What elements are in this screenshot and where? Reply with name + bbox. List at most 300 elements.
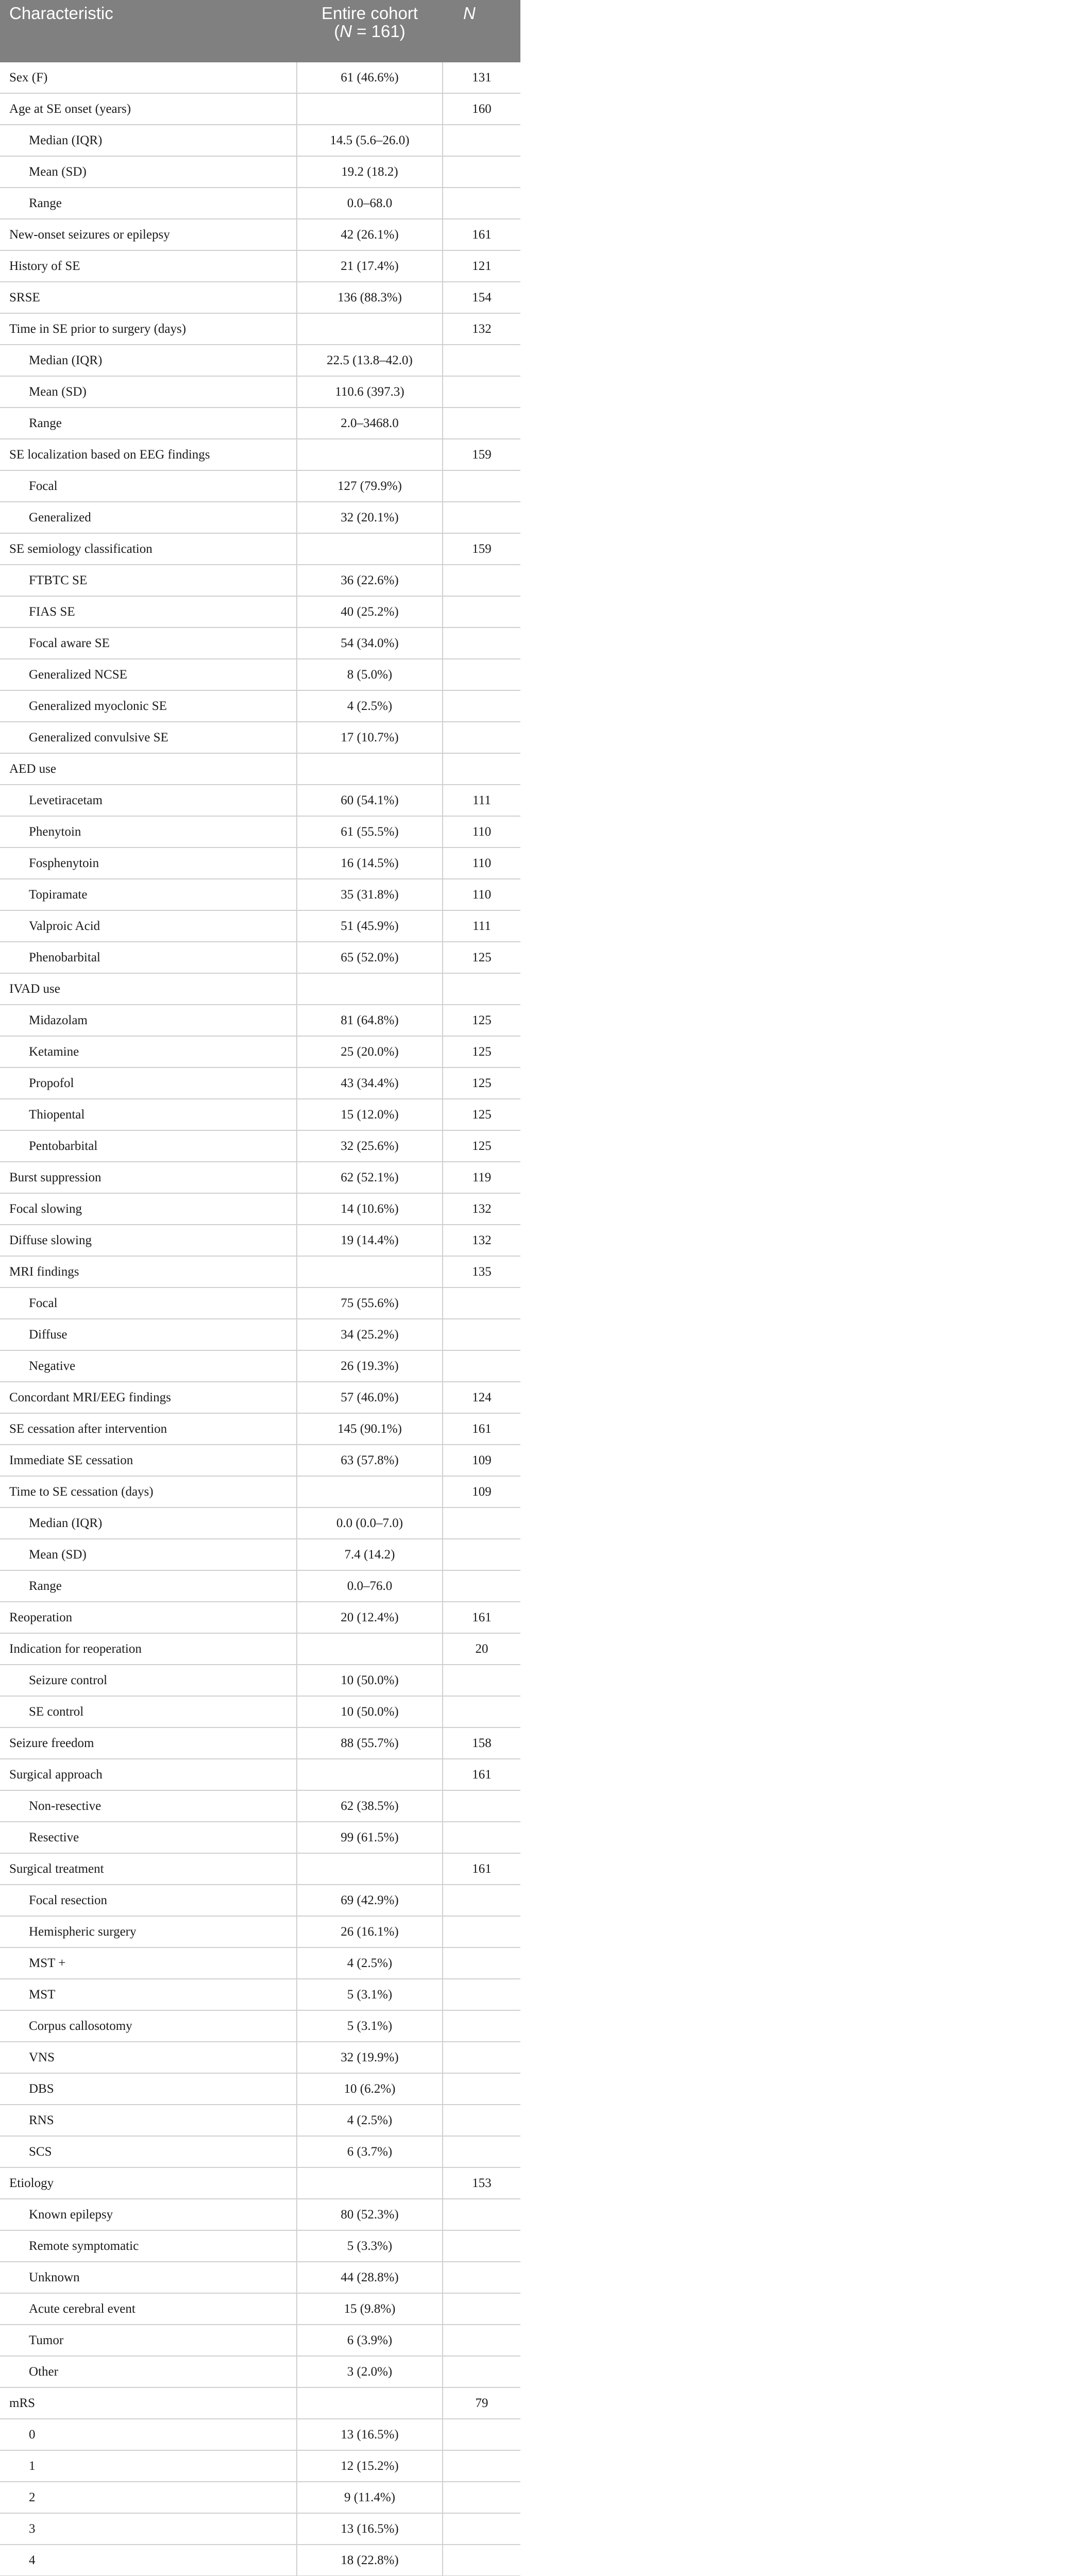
table-row [0,1570,520,1602]
table-row [0,2136,520,2167]
row-sublabel: 0 [0,2419,297,2450]
row-cohort-value: 9 (11.4%) [297,2482,443,2513]
row-sublabel: Ketamine [0,1036,297,1067]
table-row [0,785,520,816]
row-n-value [443,1319,520,1350]
row-n-value [443,2356,520,2387]
row-n-value [443,2105,520,2136]
row-n-value: 159 [443,439,520,470]
table-row [0,156,520,188]
row-n-value [443,2262,520,2293]
table-row [0,250,520,282]
row-n-value: 125 [443,1130,520,1162]
row-cohort-value: 145 (90.1%) [297,1413,443,1445]
table-row [0,2545,520,2576]
row-cohort-value: 75 (55.6%) [297,1287,443,1319]
header-row [0,0,520,62]
row-sublabel: Focal resection [0,1885,297,1916]
table-row [0,1507,520,1539]
row-n-value: 158 [443,1727,520,1759]
row-cohort-value: 43 (34.4%) [297,1067,443,1099]
row-cohort-value: 21 (17.4%) [297,250,443,282]
row-n-value: 109 [443,1476,520,1507]
row-cohort-value: 25 (20.0%) [297,1036,443,1067]
row-label: Burst suppression [0,1162,297,1193]
table-row [0,1130,520,1162]
row-sublabel: Mean (SD) [0,156,297,188]
row-cohort-value [297,313,443,345]
row-label: Time in SE prior to surgery (days) [0,313,297,345]
row-cohort-value: 8 (5.0%) [297,659,443,690]
row-n-value [443,2450,520,2482]
row-sublabel: Focal [0,470,297,502]
row-sublabel: Resective [0,1822,297,1853]
row-sublabel: Focal aware SE [0,628,297,659]
row-cohort-value: 61 (55.5%) [297,816,443,848]
row-sublabel: Median (IQR) [0,345,297,376]
row-cohort-value: 10 (50.0%) [297,1665,443,1696]
table-row [0,2482,520,2513]
row-sublabel: Range [0,188,297,219]
row-cohort-value: 62 (52.1%) [297,1162,443,1193]
table-row [0,439,520,470]
row-n-value [443,565,520,596]
row-cohort-value [297,533,443,565]
table-row [0,722,520,753]
row-label: New-onset seizures or epilepsy [0,219,297,250]
row-n-value [443,1947,520,1979]
row-sublabel: 3 [0,2513,297,2545]
row-cohort-value [297,1759,443,1790]
row-n-value: 109 [443,1445,520,1476]
row-sublabel: Valproic Acid [0,910,297,942]
row-sublabel: Range [0,408,297,439]
row-cohort-value: 110.6 (397.3) [297,376,443,408]
table-row [0,910,520,942]
row-cohort-value: 57 (46.0%) [297,1382,443,1413]
table-row [0,942,520,973]
table-row [0,2105,520,2136]
table-row [0,345,520,376]
row-n-value: 132 [443,1193,520,1225]
row-cohort-value: 6 (3.9%) [297,2325,443,2356]
table-row [0,62,520,93]
table-row [0,2262,520,2293]
row-label: Indication for reoperation [0,1633,297,1665]
row-n-value [443,2042,520,2073]
row-sublabel: Fosphenytoin [0,848,297,879]
row-sublabel: 2 [0,2482,297,2513]
row-sublabel: Mean (SD) [0,1539,297,1570]
row-n-value: 160 [443,93,520,125]
row-n-value: 161 [443,1759,520,1790]
table-row [0,1287,520,1319]
table-row [0,2042,520,2073]
table-row [0,376,520,408]
cohort-characteristics-table [0,0,520,2576]
row-n-value [443,1665,520,1696]
row-cohort-value: 26 (16.1%) [297,1916,443,1947]
row-n-value: 79 [443,2387,520,2419]
row-n-value: 124 [443,1382,520,1413]
row-cohort-value [297,2387,443,2419]
row-sublabel: 4 [0,2545,297,2576]
row-cohort-value [297,1256,443,1287]
row-sublabel: MST + [0,1947,297,1979]
row-cohort-value: 54 (34.0%) [297,628,443,659]
row-n-value: 121 [443,250,520,282]
row-n-value [443,2073,520,2105]
table-row [0,2419,520,2450]
row-label: SE localization based on EEG findings [0,439,297,470]
row-cohort-value: 127 (79.9%) [297,470,443,502]
row-label: IVAD use [0,973,297,1005]
row-sublabel: Corpus callosotomy [0,2010,297,2042]
row-cohort-value [297,1853,443,1885]
row-n-value: 110 [443,879,520,910]
row-label: AED use [0,753,297,785]
row-sublabel: Remote symptomatic [0,2230,297,2262]
row-sublabel: Range [0,1570,297,1602]
row-n-value [443,408,520,439]
row-n-value [443,1696,520,1727]
row-cohort-value: 40 (25.2%) [297,596,443,628]
table-row [0,1256,520,1287]
table-row [0,2387,520,2419]
row-cohort-value: 22.5 (13.8–42.0) [297,345,443,376]
table-row [0,2199,520,2230]
row-n-value [443,2325,520,2356]
row-n-value: 20 [443,1633,520,1665]
row-label: Reoperation [0,1602,297,1633]
row-sublabel: SE control [0,1696,297,1727]
table-row [0,93,520,125]
row-n-value [443,1570,520,1602]
row-sublabel: Propofol [0,1067,297,1099]
table-row [0,313,520,345]
table-row [0,1225,520,1256]
header-cohort-line1: Entire cohort [321,4,418,23]
row-cohort-value: 14 (10.6%) [297,1193,443,1225]
row-n-value: 161 [443,1413,520,1445]
row-n-value: 161 [443,1853,520,1885]
row-cohort-value: 4 (2.5%) [297,690,443,722]
row-n-value [443,659,520,690]
row-sublabel: RNS [0,2105,297,2136]
row-n-value [443,2230,520,2262]
row-cohort-value [297,973,443,1005]
row-label: Etiology [0,2167,297,2199]
row-cohort-value: 36 (22.6%) [297,565,443,596]
row-sublabel: Hemispheric surgery [0,1916,297,1947]
table-row [0,753,520,785]
row-label: Diffuse slowing [0,1225,297,1256]
row-cohort-value: 10 (50.0%) [297,1696,443,1727]
row-sublabel: Levetiracetam [0,785,297,816]
row-sublabel: Thiopental [0,1099,297,1130]
table-row [0,973,520,1005]
row-sublabel: Known epilepsy [0,2199,297,2230]
row-cohort-value: 7.4 (14.2) [297,1539,443,1570]
table-row [0,1602,520,1633]
row-sublabel: MST [0,1979,297,2010]
row-n-value: 125 [443,1099,520,1130]
row-cohort-value: 44 (28.8%) [297,2262,443,2293]
row-n-value [443,973,520,1005]
row-sublabel: Tumor [0,2325,297,2356]
table-row [0,2010,520,2042]
table-row [0,1665,520,1696]
row-n-value: 125 [443,1067,520,1099]
row-label: Surgical approach [0,1759,297,1790]
row-n-value [443,1287,520,1319]
row-sublabel: Acute cerebral event [0,2293,297,2325]
row-n-value: 111 [443,785,520,816]
row-n-value [443,596,520,628]
table-row [0,1413,520,1445]
row-n-value [443,1885,520,1916]
table-row [0,1727,520,1759]
row-n-value [443,156,520,188]
row-n-value: 125 [443,942,520,973]
row-label: MRI findings [0,1256,297,1287]
table-row [0,1036,520,1067]
table-row [0,2325,520,2356]
row-n-value: 161 [443,1602,520,1633]
table-row [0,1067,520,1099]
row-sublabel: Median (IQR) [0,1507,297,1539]
row-n-value [443,1790,520,1822]
row-sublabel: Phenobarbital [0,942,297,973]
row-sublabel: Generalized [0,502,297,533]
row-sublabel: FIAS SE [0,596,297,628]
table-row [0,219,520,250]
row-cohort-value: 20 (12.4%) [297,1602,443,1633]
table-row [0,125,520,156]
row-sublabel: Mean (SD) [0,376,297,408]
row-cohort-value: 61 (46.6%) [297,62,443,93]
table-row [0,1099,520,1130]
header-cohort-line2: (N = 161) [334,22,405,41]
row-label: Seizure freedom [0,1727,297,1759]
header-characteristic: Characteristic [0,0,297,62]
table-row [0,659,520,690]
row-n-value [443,2482,520,2513]
row-sublabel: FTBTC SE [0,565,297,596]
row-cohort-value: 63 (57.8%) [297,1445,443,1476]
row-n-value: 132 [443,313,520,345]
row-n-value [443,2419,520,2450]
row-n-value: 154 [443,282,520,313]
row-cohort-value: 32 (20.1%) [297,502,443,533]
row-n-value: 119 [443,1162,520,1193]
row-sublabel: VNS [0,2042,297,2073]
table-row [0,1539,520,1570]
row-sublabel: Unknown [0,2262,297,2293]
row-n-value [443,345,520,376]
row-cohort-value: 13 (16.5%) [297,2513,443,2545]
row-cohort-value [297,753,443,785]
row-cohort-value: 5 (3.1%) [297,1979,443,2010]
row-cohort-value [297,1476,443,1507]
row-cohort-value: 13 (16.5%) [297,2419,443,2450]
row-n-value: 125 [443,1036,520,1067]
row-sublabel: Pentobarbital [0,1130,297,1162]
row-cohort-value: 88 (55.7%) [297,1727,443,1759]
row-label: SE semiology classification [0,533,297,565]
row-cohort-value [297,93,443,125]
table-row [0,1382,520,1413]
row-label: Time to SE cessation (days) [0,1476,297,1507]
row-sublabel: Diffuse [0,1319,297,1350]
row-label: Focal slowing [0,1193,297,1225]
row-n-value: 111 [443,910,520,942]
row-n-value [443,1539,520,1570]
row-cohort-value: 99 (61.5%) [297,1822,443,1853]
row-cohort-value: 19.2 (18.2) [297,156,443,188]
table-row [0,1350,520,1382]
row-label: Immediate SE cessation [0,1445,297,1476]
table-row [0,879,520,910]
table-row [0,533,520,565]
row-n-value [443,753,520,785]
table-row [0,690,520,722]
row-n-value: 110 [443,848,520,879]
row-cohort-value: 12 (15.2%) [297,2450,443,2482]
row-n-value [443,722,520,753]
table-row [0,1193,520,1225]
table-row [0,470,520,502]
row-sublabel: Generalized myoclonic SE [0,690,297,722]
row-cohort-value: 5 (3.3%) [297,2230,443,2262]
table-row [0,2513,520,2545]
table-row [0,1979,520,2010]
table-row [0,565,520,596]
row-cohort-value: 18 (22.8%) [297,2545,443,2576]
row-cohort-value: 5 (3.1%) [297,2010,443,2042]
row-n-value [443,470,520,502]
row-cohort-value: 10 (6.2%) [297,2073,443,2105]
table-row [0,1696,520,1727]
table-row [0,628,520,659]
table-row [0,1916,520,1947]
row-n-value [443,188,520,219]
row-cohort-value: 4 (2.5%) [297,2105,443,2136]
row-n-value [443,2199,520,2230]
row-n-value: 125 [443,1005,520,1036]
row-label: Surgical treatment [0,1853,297,1885]
row-cohort-value: 3 (2.0%) [297,2356,443,2387]
row-cohort-value: 35 (31.8%) [297,879,443,910]
row-cohort-value: 4 (2.5%) [297,1947,443,1979]
row-label: History of SE [0,250,297,282]
row-n-value [443,376,520,408]
row-cohort-value: 69 (42.9%) [297,1885,443,1916]
table-row [0,2293,520,2325]
table-row [0,1633,520,1665]
row-cohort-value: 81 (64.8%) [297,1005,443,1036]
row-n-value: 110 [443,816,520,848]
row-cohort-value: 0.0–76.0 [297,1570,443,1602]
row-sublabel: 1 [0,2450,297,2482]
row-label: Age at SE onset (years) [0,93,297,125]
table-row [0,848,520,879]
row-n-value [443,1507,520,1539]
table-row [0,596,520,628]
row-cohort-value: 17 (10.7%) [297,722,443,753]
row-cohort-value: 14.5 (5.6–26.0) [297,125,443,156]
row-cohort-value: 62 (38.5%) [297,1790,443,1822]
row-cohort-value: 6 (3.7%) [297,2136,443,2167]
row-n-value: 135 [443,1256,520,1287]
row-cohort-value: 16 (14.5%) [297,848,443,879]
row-n-value [443,1822,520,1853]
table-body [0,62,520,2576]
table-row [0,1005,520,1036]
row-n-value [443,1916,520,1947]
row-sublabel: Midazolam [0,1005,297,1036]
row-cohort-value: 80 (52.3%) [297,2199,443,2230]
row-cohort-value: 60 (54.1%) [297,785,443,816]
row-label: SE cessation after intervention [0,1413,297,1445]
row-sublabel: Focal [0,1287,297,1319]
row-cohort-value: 15 (9.8%) [297,2293,443,2325]
row-n-value [443,1979,520,2010]
table-row [0,2167,520,2199]
table-row [0,1885,520,1916]
table-row [0,1476,520,1507]
row-sublabel: Topiramate [0,879,297,910]
row-n-value: 131 [443,62,520,93]
row-sublabel: Median (IQR) [0,125,297,156]
row-cohort-value: 65 (52.0%) [297,942,443,973]
row-label: SRSE [0,282,297,313]
header-entire-cohort [297,0,443,62]
row-n-value [443,1350,520,1382]
row-sublabel: Phenytoin [0,816,297,848]
row-n-value: 132 [443,1225,520,1256]
row-cohort-value: 0.0–68.0 [297,188,443,219]
row-n-value [443,2293,520,2325]
table-row [0,1445,520,1476]
row-n-value [443,628,520,659]
table-row [0,1822,520,1853]
row-sublabel: Generalized convulsive SE [0,722,297,753]
row-sublabel: SCS [0,2136,297,2167]
row-sublabel: Negative [0,1350,297,1382]
row-sublabel: Non-resective [0,1790,297,1822]
row-label: Concordant MRI/EEG findings [0,1382,297,1413]
row-cohort-value: 15 (12.0%) [297,1099,443,1130]
table-row [0,1759,520,1790]
row-label: mRS [0,2387,297,2419]
row-n-value [443,502,520,533]
row-sublabel: Other [0,2356,297,2387]
row-cohort-value: 2.0–3468.0 [297,408,443,439]
row-n-value: 161 [443,219,520,250]
table-row [0,188,520,219]
table-row [0,2356,520,2387]
header-n: N [443,0,520,62]
row-cohort-value: 19 (14.4%) [297,1225,443,1256]
row-n-value: 153 [443,2167,520,2199]
row-cohort-value [297,2167,443,2199]
row-cohort-value: 0.0 (0.0–7.0) [297,1507,443,1539]
table-row [0,2073,520,2105]
row-n-value [443,2010,520,2042]
row-cohort-value: 34 (25.2%) [297,1319,443,1350]
table-row [0,1162,520,1193]
